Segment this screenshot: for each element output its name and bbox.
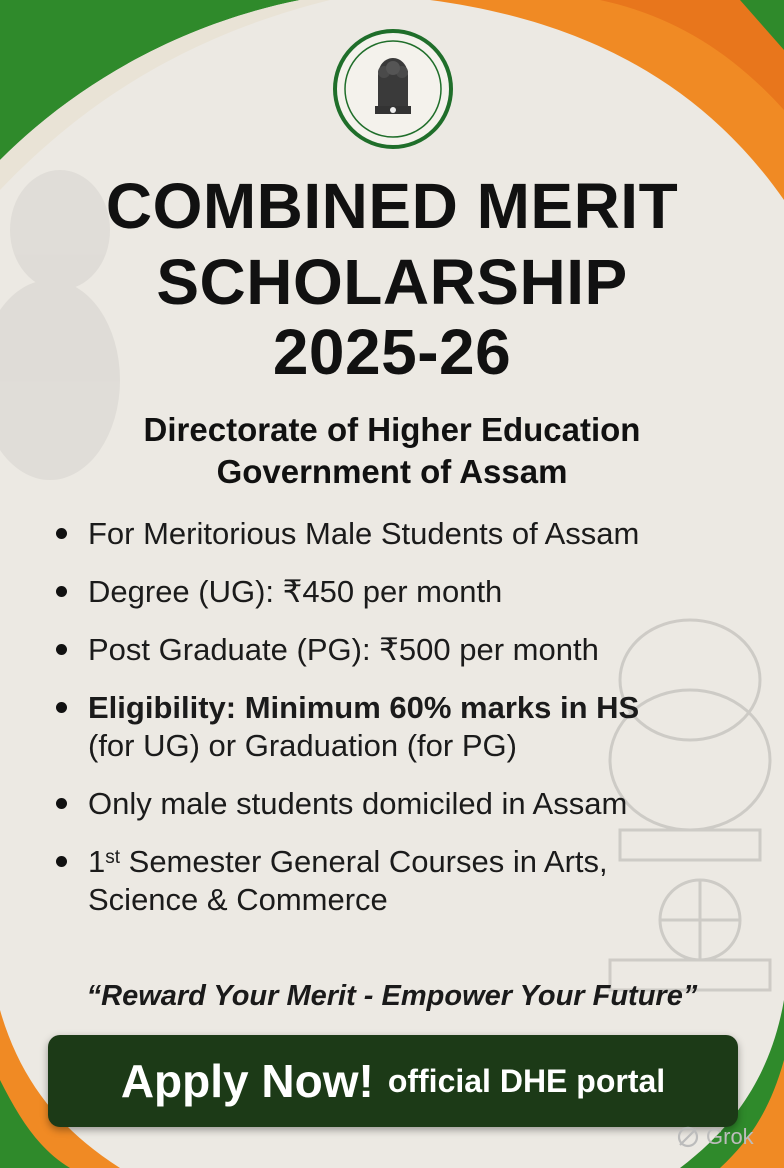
portal-label: official DHE portal (387, 1062, 666, 1099)
bullet-text: (for UG) or Graduation (for PG) (88, 728, 517, 763)
list-item (52, 785, 764, 823)
bullet-icon (56, 702, 67, 713)
ordinal-suffix: st (105, 847, 121, 868)
apply-now-label: Apply Now! (120, 1055, 374, 1107)
title-line-1: COMBINED MERIT (105, 170, 679, 242)
list-item-eligibility (52, 689, 764, 765)
tagline-quote: “Reward Your Merit - Empower Your Future” (86, 980, 698, 1012)
eligibility-label: Eligibility: Minimum 60% marks in HS (88, 690, 640, 725)
grok-logo-icon (676, 1125, 700, 1149)
title-line-2: SCHOLARSHIP (156, 246, 628, 318)
bullet-text: For Meritorious Male Students of Assam (88, 516, 640, 551)
subtitle-government: Government of Assam (216, 453, 568, 490)
bullet-icon (56, 856, 67, 867)
bullet-icon (56, 644, 67, 655)
watermark-text: Grok (706, 1124, 754, 1149)
bullet-text: Post Graduate (PG): ₹500 per month (88, 632, 599, 667)
scheme-details-list (52, 515, 764, 939)
list-item (52, 843, 764, 919)
list-item (52, 515, 764, 553)
bullet-icon (56, 798, 67, 809)
bullet-text: Degree (UG): ₹450 per month (88, 574, 503, 609)
bullet-icon (56, 586, 67, 597)
bullet-text: Semester General Courses in Arts, (120, 844, 608, 879)
state-emblem-icon (332, 28, 454, 150)
watermark (676, 1124, 754, 1150)
subtitle-directorate: Directorate of Higher Education (143, 411, 641, 448)
bullet-text-continued: Science & Commerce (88, 882, 388, 917)
bullet-icon (56, 528, 67, 539)
apply-now-button[interactable] (48, 1035, 738, 1127)
bullet-text: Only male students domiciled in Assam (88, 786, 628, 821)
ordinal-number: 1 (88, 844, 106, 879)
list-item (52, 631, 764, 669)
title-year: 2025-26 (272, 316, 512, 388)
list-item (52, 573, 764, 611)
